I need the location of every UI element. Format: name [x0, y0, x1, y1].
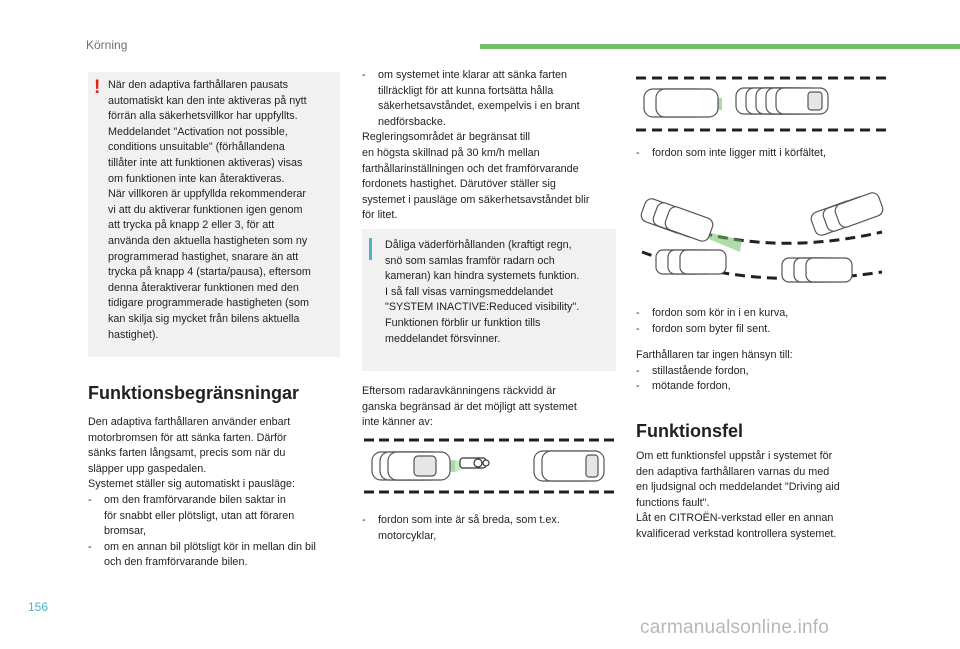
radar-text: Eftersom radaravkänningens räckvidd är ganska begränsad är det möjligt att systemet inte känner av: [362, 385, 577, 429]
limits-heading: Funktionsbegränsningar [88, 383, 300, 403]
section-color-bar [480, 44, 960, 49]
list-item: - om den framförvarande bilen saktar in för snabbt eller plötsligt, utan att föraren bromsar, [88, 493, 295, 538]
motorcycle-text [362, 513, 622, 544]
info-icon [369, 238, 372, 260]
list-item: - stillastående fordon, [636, 364, 749, 377]
ignore-text: Farthållaren tar ingen hänsyn till: - stillastående fordon, - mötande fordon, [636, 348, 896, 395]
list-item: - fordon som byter fil sent. [636, 322, 771, 335]
section-title: Körning [86, 38, 128, 52]
list-item: - mötande fordon, [636, 380, 731, 393]
motorcycle-illustration [360, 436, 618, 498]
curve-illustration [632, 192, 890, 298]
warning-icon: ! [94, 77, 101, 98]
middle-top-text: - om systemet inte klarar att sänka farten tillräckligt för att kunna fortsätta hålla säkerhetsavståndet, exempelvis i en brant nedförsbacke. Regleringsområdet är begränsat till en högsta skillnad på 30 km/h mellan farthållarinställningen och det framförvarande fordonets hastighet. Därutöver ställer sig systemet i pausläge om säkerhetsavståndet blir för litet. [362, 68, 622, 224]
list-item: - fordon som kör in i en kurva, [636, 307, 789, 319]
page-number: 156 [28, 600, 49, 614]
fault-text: Om ett funktionsfel uppstår i systemet för den adaptiva farthållaren varnas du med en ljudsignal och meddelandet "Driving aid functions fault". Låt en CITROËN-verkstad eller en annan kvalificerad verkstad kontrollera systemet. [636, 450, 840, 540]
fault-heading: Funktionsfel [636, 421, 743, 441]
list-item: - om en annan bil plötsligt kör in mellan din bil och den framförvarande bilen. [88, 540, 316, 569]
offcenter-vehicle-illustration [632, 72, 890, 138]
info-text: Dåliga väderförhållanden (kraftigt regn, snö som samlas framför radarn och kameran) kan hindra systemets funktion. I så fall visas varningsmeddelandet "SYSTEM INACTIVE:Reduced visibility". Funktionen förblir ur funktion tills meddelandet försvinner. [385, 239, 580, 345]
watermark: carmanualsonline.info [640, 617, 830, 638]
curve-text [636, 306, 896, 337]
offcenter-text [636, 146, 896, 162]
warning-text: När den adaptiva farthållaren pausats automatiskt kan den inte aktiveras på nytt förrän alla säkerhetsvillkor har uppfyllts. Meddelandet "Activation not possible, conditions unsuitable" (förhållandena tillåter inte att funktionen aktiveras) visas om funktionen inte kan återaktiveras. När villkoren är uppfyllda rekommenderar vi att du aktiverar funktionen igen genom att trycka på knapp 2 eller 3, för att använda den aktuella hastigheten som ny programmerad hastighet, snarare än att trycka på knapp 4 (starta/pausa), eftersom denna återaktiverar funktionen med den tidigare programmerade hastigheten (som kan skilja sig mycket från bilens aktuella hastighet). [108, 79, 311, 341]
list-item: - fordon som inte är så breda, som t.ex. motorcyklar, [362, 514, 560, 542]
limits-text: Den adaptiva farthållaren använder enbart motorbromsen för att sänka farten. Därför sänks farten långsamt, precis som när du släpper upp gaspedalen. Systemet ställer sig automatiskt i pausläge: - om den framförvarande bilen saktar in för snabbt eller plötsligt, utan att föraren bromsar, - om en annan bil plötsligt kör in mellan din bil och den framförvarande bilen. [88, 415, 348, 571]
list-item: - fordon som inte ligger mitt i körfältet, [636, 147, 827, 159]
list-item: - om systemet inte klarar att sänka farten tillräckligt för att kunna fortsätta hålla säkerhetsavståndet, exempelvis i en brant nedförsbacke. [362, 69, 580, 128]
